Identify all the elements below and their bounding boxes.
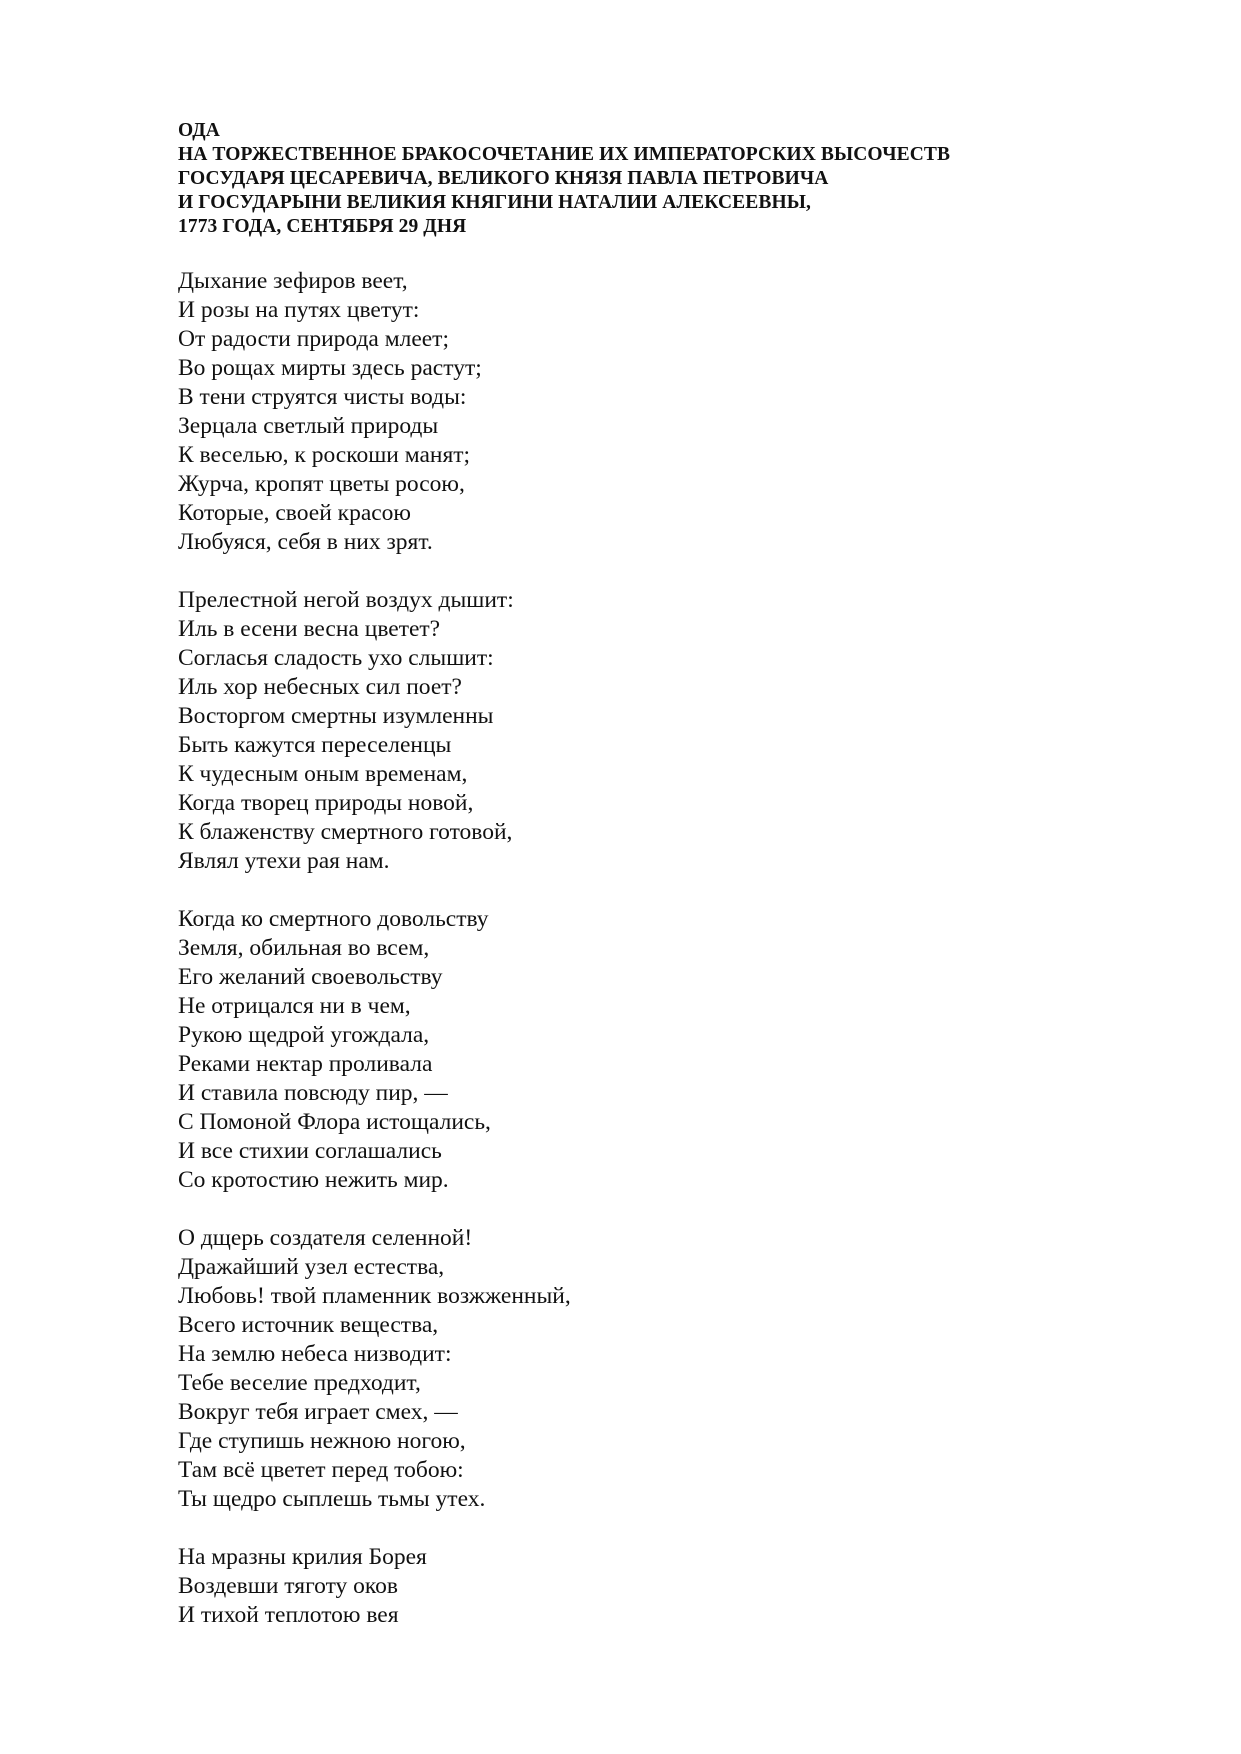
stanza-5 bbox=[178, 1543, 1078, 1630]
verse-line: Прелестной негой воздух дышит: bbox=[178, 587, 514, 613]
verse-line: Его желаний своевольству bbox=[178, 964, 443, 990]
verse-line: Иль в есени весна цветет? bbox=[178, 616, 441, 642]
verse-line: Журча, кропят цветы росою, bbox=[178, 471, 465, 497]
verse-line: Когда творец природы новой, bbox=[178, 790, 474, 816]
verse-line: Иль хор небесных сил поет? bbox=[178, 674, 462, 700]
title-line: И ГОСУДАРЫНИ ВЕЛИКИЯ КНЯГИНИ НАТАЛИИ АЛЕКСЕЕВНЫ, bbox=[178, 192, 811, 213]
verse-line: Не отрицался ни в чем, bbox=[178, 993, 411, 1019]
verse-line: Любовь! твой пламенник возжженный, bbox=[178, 1283, 571, 1309]
verse-line: Дыхание зефиров веет, bbox=[178, 268, 408, 294]
verse-line: Земля, обильная во всем, bbox=[178, 935, 430, 961]
verse-line: От радости природа млеет; bbox=[178, 326, 449, 352]
verse-line: Всего источник вещества, bbox=[178, 1312, 439, 1338]
poem-body bbox=[178, 267, 1078, 1659]
verse-line: Когда ко смертного довольству bbox=[178, 906, 489, 932]
verse-line: На землю небеса низводит: bbox=[178, 1341, 452, 1367]
verse-line: Рукою щедрой угождала, bbox=[178, 1022, 430, 1048]
title-line: ГОСУДАРЯ ЦЕСАРЕВИЧА, ВЕЛИКОГО КНЯЗЯ ПАВЛА ПЕТРОВИЧА bbox=[178, 168, 829, 189]
verse-line: Которые, своей красою bbox=[178, 500, 411, 526]
verse-line: И ставила повсюду пир, — bbox=[178, 1080, 448, 1106]
title-line: 1773 ГОДА, СЕНТЯБРЯ 29 ДНЯ bbox=[178, 216, 467, 237]
verse-line: И розы на путях цветут: bbox=[178, 297, 420, 323]
stanza-1 bbox=[178, 267, 1078, 557]
title-line: ОДА bbox=[178, 120, 220, 141]
verse-line: Реками нектар проливала bbox=[178, 1051, 433, 1077]
stanza-2 bbox=[178, 586, 1078, 876]
verse-line: Согласья сладость ухо слышит: bbox=[178, 645, 494, 671]
verse-line: О дщерь создателя селенной! bbox=[178, 1225, 473, 1251]
verse-line: В тени струятся чисты воды: bbox=[178, 384, 467, 410]
verse-line: К веселью, к роскоши манят; bbox=[178, 442, 471, 468]
verse-line: Там всё цветет перед тобою: bbox=[178, 1457, 464, 1483]
verse-line: Быть кажутся переселенцы bbox=[178, 732, 452, 758]
verse-line: Являл утехи рая нам. bbox=[178, 848, 390, 874]
verse-line: Дражайший узел естества, bbox=[178, 1254, 445, 1280]
verse-line: Восторгом смертны изумленны bbox=[178, 703, 494, 729]
verse-line: К чудесным оным временам, bbox=[178, 761, 468, 787]
verse-line: И тихой теплотою вея bbox=[178, 1602, 399, 1628]
ode-title-block bbox=[178, 119, 1178, 239]
verse-line: Зерцала светлый природы bbox=[178, 413, 439, 439]
title-line: НА ТОРЖЕСТВЕННОЕ БРАКОСОЧЕТАНИЕ ИХ ИМПЕРАТОРСКИХ ВЫСОЧЕСТВ bbox=[178, 144, 951, 165]
verse-line: Где ступишь нежною ногою, bbox=[178, 1428, 466, 1454]
stanza-4 bbox=[178, 1224, 1078, 1514]
verse-line: С Помоной Флора истощались, bbox=[178, 1109, 491, 1135]
verse-line: К блаженству смертного готовой, bbox=[178, 819, 513, 845]
verse-line: Воздевши тяготу оков bbox=[178, 1573, 398, 1599]
verse-line: Ты щедро сыплешь тьмы утех. bbox=[178, 1486, 486, 1512]
verse-line: Во рощах мирты здесь растут; bbox=[178, 355, 482, 381]
verse-line: Любуяся, себя в них зрят. bbox=[178, 529, 433, 555]
verse-line: Тебе веселие предходит, bbox=[178, 1370, 421, 1396]
stanza-3 bbox=[178, 905, 1078, 1195]
verse-line: И все стихии соглашались bbox=[178, 1138, 442, 1164]
verse-line: На мразны крилия Борея bbox=[178, 1544, 427, 1570]
verse-line: Со кротостию нежить мир. bbox=[178, 1167, 449, 1193]
verse-line: Вокруг тебя играет смех, — bbox=[178, 1399, 458, 1425]
